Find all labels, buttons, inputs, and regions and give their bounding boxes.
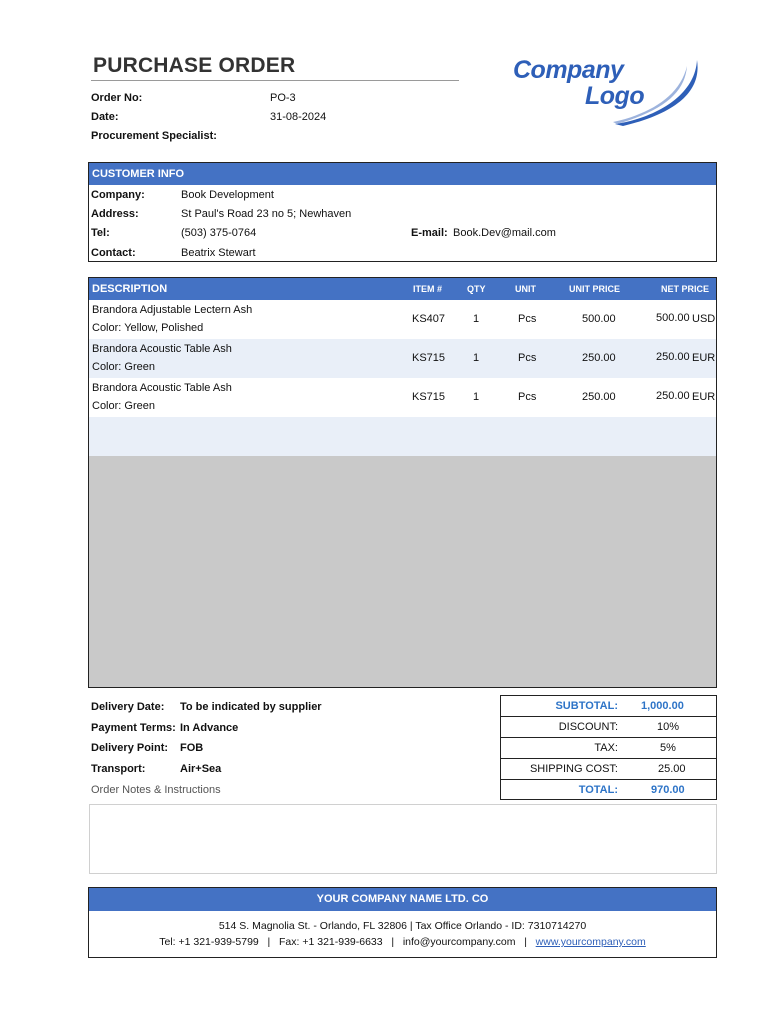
item-variant: Color: Yellow, Polished — [92, 322, 204, 334]
specialist-label: Procurement Specialist: — [91, 130, 217, 142]
item-currency: EUR — [692, 352, 716, 364]
total-row — [501, 780, 716, 801]
item-currency: USD — [692, 313, 716, 325]
col-unit: UNIT — [515, 284, 536, 294]
footer-address-line: 514 S. Magnolia St. - Orlando, FL 32806 | Tax Office Orlando - ID: 7310714270 — [218, 920, 587, 932]
item-net-price: 250.00 — [656, 351, 690, 363]
totals-box — [500, 695, 717, 800]
col-qty: QTY — [467, 284, 486, 294]
col-description: DESCRIPTION — [92, 283, 168, 295]
total-value: 970.00 — [651, 784, 685, 796]
tax-row — [501, 738, 716, 759]
shipping-label: SHIPPING COST: — [529, 763, 618, 775]
title-divider — [91, 80, 459, 81]
shipping-row — [501, 759, 716, 780]
col-item: ITEM # — [413, 284, 443, 294]
logo-text-logo: Logo — [585, 82, 645, 110]
item-net-price: 250.00 — [656, 390, 690, 402]
empty-items-area — [89, 456, 716, 687]
order-notes-label: Order Notes & Instructions — [91, 784, 221, 796]
subtotal-value: 1,000.00 — [641, 700, 684, 712]
discount-value: 10% — [657, 721, 680, 733]
item-unit-price: 250.00 — [582, 391, 616, 403]
item-code: KS407 — [412, 313, 446, 325]
footer-contact-text: Tel: +1 321-939-5799 | Fax: +1 321-939-6633 | info@yourcompany.com | — [159, 936, 536, 948]
subtotal-row — [501, 696, 716, 717]
item-code: KS715 — [412, 391, 446, 403]
shipping-value: 25.00 — [658, 763, 686, 775]
delivery-point-value: FOB — [180, 742, 204, 754]
logo-text-company: Company — [513, 56, 624, 84]
company-label: Company: — [91, 189, 145, 201]
item-qty: 1 — [473, 313, 480, 325]
item-description: Brandora Acoustic Table Ash — [92, 382, 232, 394]
empty-table-row — [89, 417, 716, 456]
company-value: Book Development — [181, 189, 274, 201]
order-no-value: PO-3 — [270, 92, 296, 104]
transport-label: Transport: — [91, 763, 146, 775]
item-unit-price: 500.00 — [582, 313, 616, 325]
item-qty: 1 — [473, 391, 480, 403]
item-variant: Color: Green — [92, 361, 155, 373]
discount-row — [501, 717, 716, 738]
company-footer — [88, 887, 717, 958]
footer-company-name: YOUR COMPANY NAME LTD. CO — [89, 888, 716, 911]
table-row — [89, 378, 716, 417]
item-unit: Pcs — [518, 391, 537, 403]
contact-label: Contact: — [91, 247, 136, 259]
total-label: TOTAL: — [578, 784, 618, 796]
item-unit: Pcs — [518, 313, 537, 325]
subtotal-label: SUBTOTAL: — [555, 700, 618, 712]
payment-terms-value: In Advance — [180, 722, 239, 734]
item-code: KS715 — [412, 352, 446, 364]
item-net-price: 500.00 — [656, 312, 690, 324]
contact-value: Beatrix Stewart — [181, 247, 256, 259]
items-table-header — [89, 278, 716, 300]
item-description: Brandora Adjustable Lectern Ash — [92, 304, 253, 316]
customer-info-box — [88, 162, 717, 262]
item-unit: Pcs — [518, 352, 537, 364]
delivery-date-label: Delivery Date: — [91, 701, 165, 713]
col-net-price: NET PRICE — [661, 284, 710, 294]
footer-contact-line — [89, 936, 716, 948]
delivery-point-label: Delivery Point: — [91, 742, 169, 754]
col-unit-price: UNIT PRICE — [569, 284, 621, 294]
tax-label: TAX: — [594, 742, 618, 754]
tel-value: (503) 375-0764 — [181, 227, 257, 239]
date-value: 31-08-2024 — [270, 111, 327, 123]
website-link[interactable]: www.yourcompany.com — [535, 936, 646, 948]
item-description: Brandora Acoustic Table Ash — [92, 343, 232, 355]
payment-terms-label: Payment Terms: — [91, 722, 176, 734]
transport-value: Air+Sea — [180, 763, 222, 775]
order-no-label: Order No: — [91, 92, 143, 104]
company-logo — [505, 56, 705, 128]
email-label: E-mail: — [411, 227, 448, 239]
table-row — [89, 300, 716, 339]
item-qty: 1 — [473, 352, 480, 364]
customer-info-header: CUSTOMER INFO — [89, 163, 716, 185]
items-table — [88, 277, 717, 688]
table-row — [89, 339, 716, 378]
date-label: Date: — [91, 111, 119, 123]
page-title: PURCHASE ORDER — [93, 54, 296, 77]
discount-label: DISCOUNT: — [558, 721, 618, 733]
delivery-date-value: To be indicated by supplier — [180, 701, 322, 713]
tel-label: Tel: — [91, 227, 110, 239]
email-value: Book.Dev@mail.com — [453, 227, 556, 239]
tax-value: 5% — [660, 742, 676, 754]
address-label: Address: — [91, 208, 139, 220]
item-variant: Color: Green — [92, 400, 155, 412]
order-notes-box[interactable] — [89, 804, 717, 874]
address-value: St Paul's Road 23 no 5; Newhaven — [181, 208, 352, 220]
item-currency: EUR — [692, 391, 716, 403]
item-unit-price: 250.00 — [582, 352, 616, 364]
